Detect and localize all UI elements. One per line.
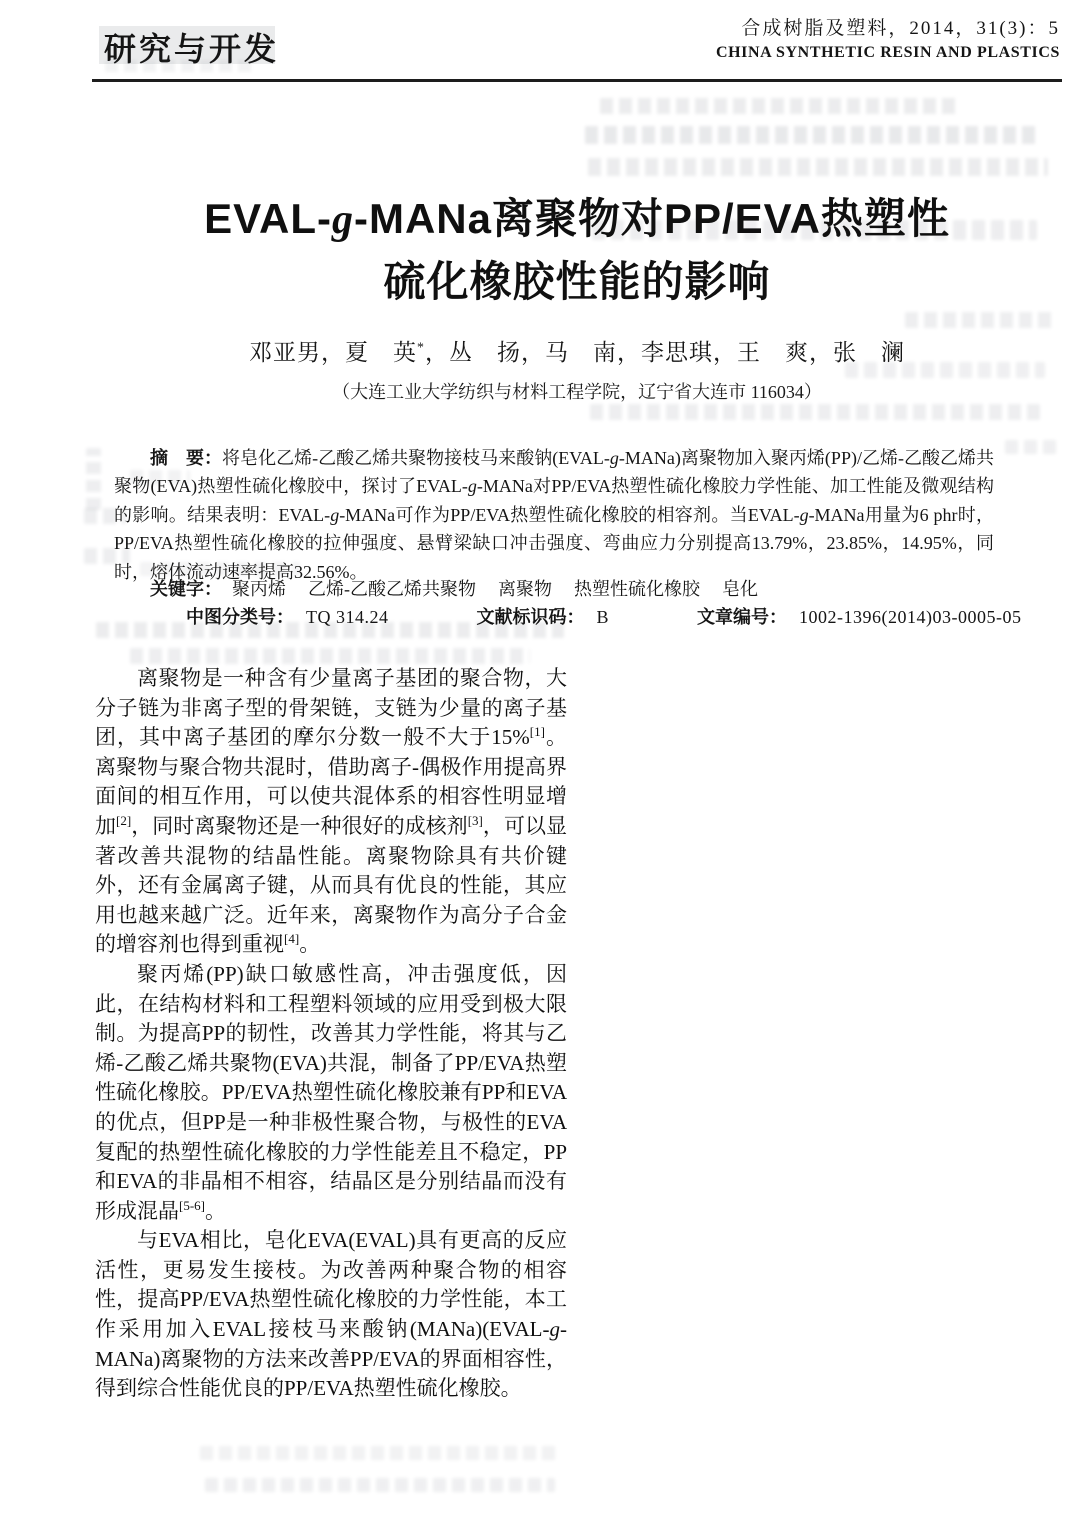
bleed-through-artifact [905, 312, 1055, 328]
body-column [95, 664, 567, 1404]
section-label: 研究与开发 [104, 31, 280, 67]
meta-line [114, 603, 1022, 629]
abstract-label: 摘 要： [150, 448, 223, 468]
meta-pair-doccode [441, 603, 610, 629]
affiliation: （大连工业大学纺织与材料工程学院，辽宁省大连市 116034） [332, 382, 822, 402]
meta-value: 1002-1396(2014)03-0005-05 [799, 607, 1022, 627]
bleed-through-artifact [205, 1478, 555, 1492]
keywords-label: 关键字： [150, 579, 222, 599]
keywords-line [114, 575, 994, 601]
keyword-item: 热塑性硫化橡胶 [574, 579, 700, 599]
meta-pair-articleid [661, 603, 1021, 629]
journal-citation-cn: 合成树脂及塑料，2014，31(3)：5 [741, 18, 1060, 39]
keyword-item: 聚丙烯 [232, 579, 286, 599]
meta-pair-clc [150, 603, 389, 629]
bleed-through-artifact [590, 404, 1040, 420]
keyword-item: 离聚物 [498, 579, 552, 599]
bleed-through-artifact [200, 1446, 560, 1460]
article-title-line2: 硫化橡胶性能的影响 [383, 258, 771, 305]
authors-line: 邓亚男，夏 英*，丛 扬，马 南，李思琪，王 爽，张 澜 [249, 339, 905, 365]
meta-label: 文章编号： [697, 607, 788, 627]
body-paragraph: 离聚物是一种含有少量离子基团的聚合物，大分子链为非离子型的骨架链，支链为少量的离子基团，其中离子基团的摩尔分数一般不大于15%[1]。离聚物与聚合物共混时，借助离子-偶极作用提高界面间的相互作用，可以使共混体系的相容性明显增加[2]，同时离聚物还是一种很好的成核剂[3]，可以显著改善共混物的结晶性能。离聚物除具有共价键外，还有金属离子键，从而具有优良的性能，其应用也越来越广泛。近年来，离聚物作为高分子合金的增容剂也得到重视[4]。 [95, 666, 568, 957]
keyword-item: 皂化 [722, 579, 758, 599]
bleed-through-artifact [86, 448, 101, 510]
bleed-through-artifact [130, 648, 530, 664]
bleed-through-artifact [105, 60, 255, 72]
meta-value: B [596, 607, 610, 627]
abstract-paragraph [114, 444, 994, 586]
bleed-through-artifact [588, 158, 1048, 176]
header-rule [92, 79, 1062, 82]
journal-title-en: CHINA SYNTHETIC RESIN AND PLASTICS [715, 43, 1060, 61]
bleed-through-artifact [1005, 440, 1060, 454]
article-title [92, 188, 1062, 313]
keyword-item: 乙烯-乙酸乙烯共聚物 [308, 579, 476, 599]
meta-label: 中图分类号： [186, 607, 294, 627]
abstract-text: 将皂化乙烯-乙酸乙烯共聚物接枝马来酸钠(EVAL-g-MANa)离聚物加入聚丙烯(PP)/乙烯-乙酸乙烯共聚物(EVA)热塑性硫化橡胶中，探讨了EVAL-g-MANa对PP/EVA热塑性硫化橡胶力学性能、加工性能及微观结构的影响。结果表明：EVAL-g-MANa可作为PP/EVA热塑性硫化橡胶的相容剂。当EVAL-g-MANa用量为6 phr时，PP/EVA热塑性硫化橡胶的拉伸强度、悬臂梁缺口冲击强度、弯曲应力分别提高13.79%，23.85%，14.95%，同时，熔体流动速率提高32.56%。 [114, 448, 995, 582]
meta-label: 文献标识码： [476, 607, 585, 627]
body-paragraph: 聚丙烯(PP)缺口敏感性高，冲击强度低，因此，在结构材料和工程塑料领域的应用受到极大限制。为提高PP的韧性，改善其力学性能，将其与乙烯-乙酸乙烯共聚物(EVA)共混，制备了PP/EVA热塑性硫化橡胶。PP/EVA热塑性硫化橡胶兼有PP和EVA的优点，但PP是一种非极性聚合物，与极性的EVA复配的热塑性硫化橡胶的力学性能差且不稳定，PP和EVA的非晶相不相容，结晶区是分别结晶而没有形成混晶[5-6]。 [95, 961, 567, 1223]
meta-value: TQ 314.24 [306, 607, 389, 627]
journal-header [716, 16, 1060, 63]
body-paragraph: 与EVA相比，皂化EVA(EVAL)具有更高的反应活性，更易发生接枝。为改善两种聚合物的相容性，提高PP/EVA热塑性硫化橡胶的力学性能，本工作采用加入EVAL接枝马来酸钠(MANa)(EVAL-g-MANa)离聚物的方法来改善PP/EVA的界面相容性，得到综合性能优良的PP/EVA热塑性硫化橡胶。 [95, 1228, 567, 1401]
bleed-through-artifact [600, 98, 960, 114]
article-title-line1: EVAL-g-MANa离聚物对PP/EVA热塑性 [204, 195, 950, 243]
bleed-through-artifact [585, 126, 1040, 144]
